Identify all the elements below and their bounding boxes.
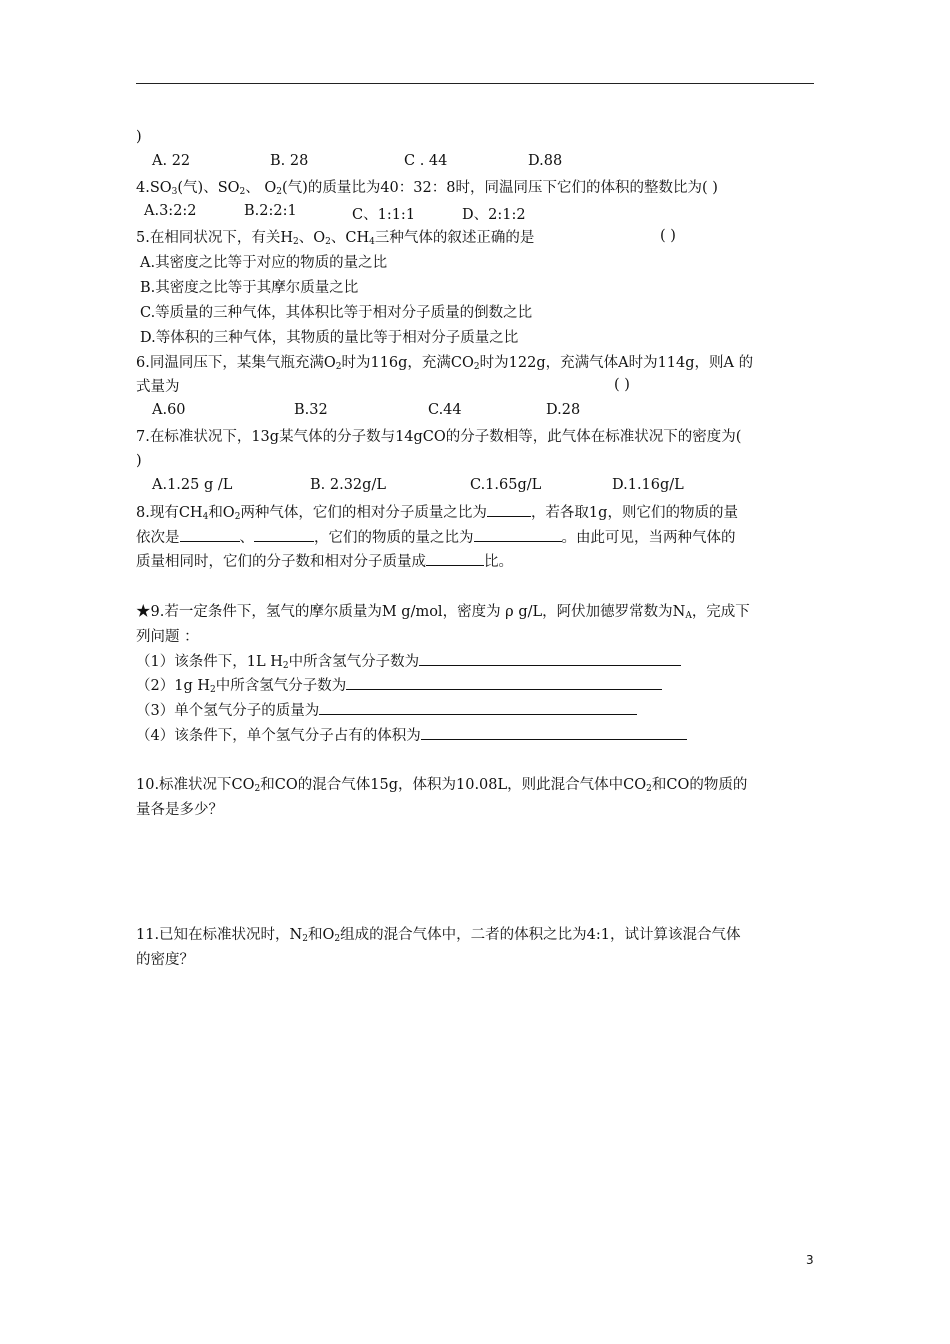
q5-answer-paren: ( ): [660, 228, 676, 244]
q9-sub4: （4）该条件下，单个氢气分子占有的体积为: [136, 725, 687, 746]
q8-blank-mole-ratio[interactable]: [474, 527, 562, 542]
q9-question: ★9.若一定条件下，氢气的摩尔质量为M g/mol，密度为 ρ g/L，阿伏加德罗常数为$N_A$，完成下: [136, 604, 750, 621]
q6-option-c: C.44: [428, 402, 462, 418]
page-number: 3: [806, 1253, 814, 1267]
q8-line1: 8.现有$CH_4$和$O_2$两种气体，它们的相对分子质量之比为 ，若各取1g，则它们的物质的量: [136, 502, 738, 523]
q8-blank-proportion[interactable]: [426, 551, 484, 566]
q7-option-a: A.1.25 g /L: [152, 477, 233, 493]
q5-option-c: C.等质量的三种气体，其体积比等于相对分子质量的倒数之比: [140, 305, 533, 321]
q9-sub3: （3）单个氢气分子的质量为: [136, 700, 637, 721]
q6-question-line2: 式量为: [136, 379, 180, 395]
q9-blank-1[interactable]: [419, 651, 681, 666]
q8-line2: 依次是 、 ，它们的物质的量之比为 。由此可见，当两种气体的: [136, 527, 736, 548]
header-rule: [136, 83, 814, 84]
q6-option-b: B.32: [294, 402, 328, 418]
q3-option-a: A. 22: [152, 153, 191, 169]
q9-blank-2[interactable]: [346, 675, 662, 690]
q6-option-a: A.60: [152, 402, 186, 418]
q3-option-d: D.88: [528, 153, 563, 169]
q6-question: 6.同温同压下，某集气瓶充满$O_2$时为116g，充满$CO_2$时为122g，充满气体A时为114g，则A 的: [136, 355, 754, 372]
q11-question-line2: 的密度？: [136, 952, 194, 968]
q6-option-d: D.28: [546, 402, 581, 418]
q5-option-a: A.其密度之比等于对应的物质的量之比: [140, 255, 388, 271]
q8-blank-moles-2[interactable]: [254, 527, 314, 542]
q3-option-b: B. 28: [270, 153, 309, 169]
q4-question: $4.SO_3$(气)、$SO_2$、 $O_2$(气)的质量比为40：32：8时，同温同压下它们的体积的整数比为( ): [136, 180, 718, 197]
q10-question-line2: 量各是多少？: [136, 802, 223, 818]
q7-option-d: D.1.16g/L: [612, 477, 684, 493]
q4-option-c: C、1:1:1: [352, 207, 416, 223]
q9-blank-4[interactable]: [421, 725, 687, 740]
q7-option-c: C.1.65g/L: [470, 477, 542, 493]
q4-option-b: B.2:2:1: [244, 203, 297, 219]
q9-question-line2: 列问题 ：: [136, 629, 199, 645]
q5-question: 5.在相同状况下，有关$H_2$、$O_2$、$CH_4$三种气体的叙述正确的是: [136, 230, 535, 247]
q6-answer-paren: ( ): [614, 377, 630, 393]
q11-question: 11.已知在标准状况时，$N_2$和$O_2$组成的混合气体中，二者的体积之比为4:1，试计算该混合气体: [136, 927, 741, 944]
q8-line3: 质量相同时，它们的分子数和相对分子质量成 比。: [136, 551, 513, 572]
q8-blank-ratio[interactable]: [487, 502, 531, 517]
q3-option-c: C . 44: [404, 153, 448, 169]
q9-sub2: （2）1g $H_2$中所含氢气分子数为: [136, 675, 662, 696]
q5-option-d: D.等体积的三种气体，其物质的量比等于相对分子质量之比: [140, 330, 519, 346]
q9-sub1: （1）该条件下，1L $H_2$中所含氢气分子数为: [136, 651, 681, 672]
q10-question: 10.标准状况下$CO_2$和CO的混合气体15g，体积为10.08L，则此混合气体中$CO_2$和CO的物质的: [136, 777, 748, 794]
q7-question-line2: ): [136, 453, 142, 469]
q9-blank-3[interactable]: [319, 700, 637, 715]
q4-option-d: D、2:1:2: [462, 207, 526, 223]
q8-blank-moles-1[interactable]: [180, 527, 240, 542]
q5-option-b: B.其密度之比等于其摩尔质量之比: [140, 280, 359, 296]
q4-option-a: A.3:2:2: [144, 203, 197, 219]
q7-option-b: B. 2.32g/L: [310, 477, 386, 493]
q3-tail: ): [136, 129, 142, 145]
q7-question: 7.在标准状况下，13g某气体的分子数与14gCO的分子数相等，此气体在标准状况下的密度为(: [136, 429, 742, 445]
